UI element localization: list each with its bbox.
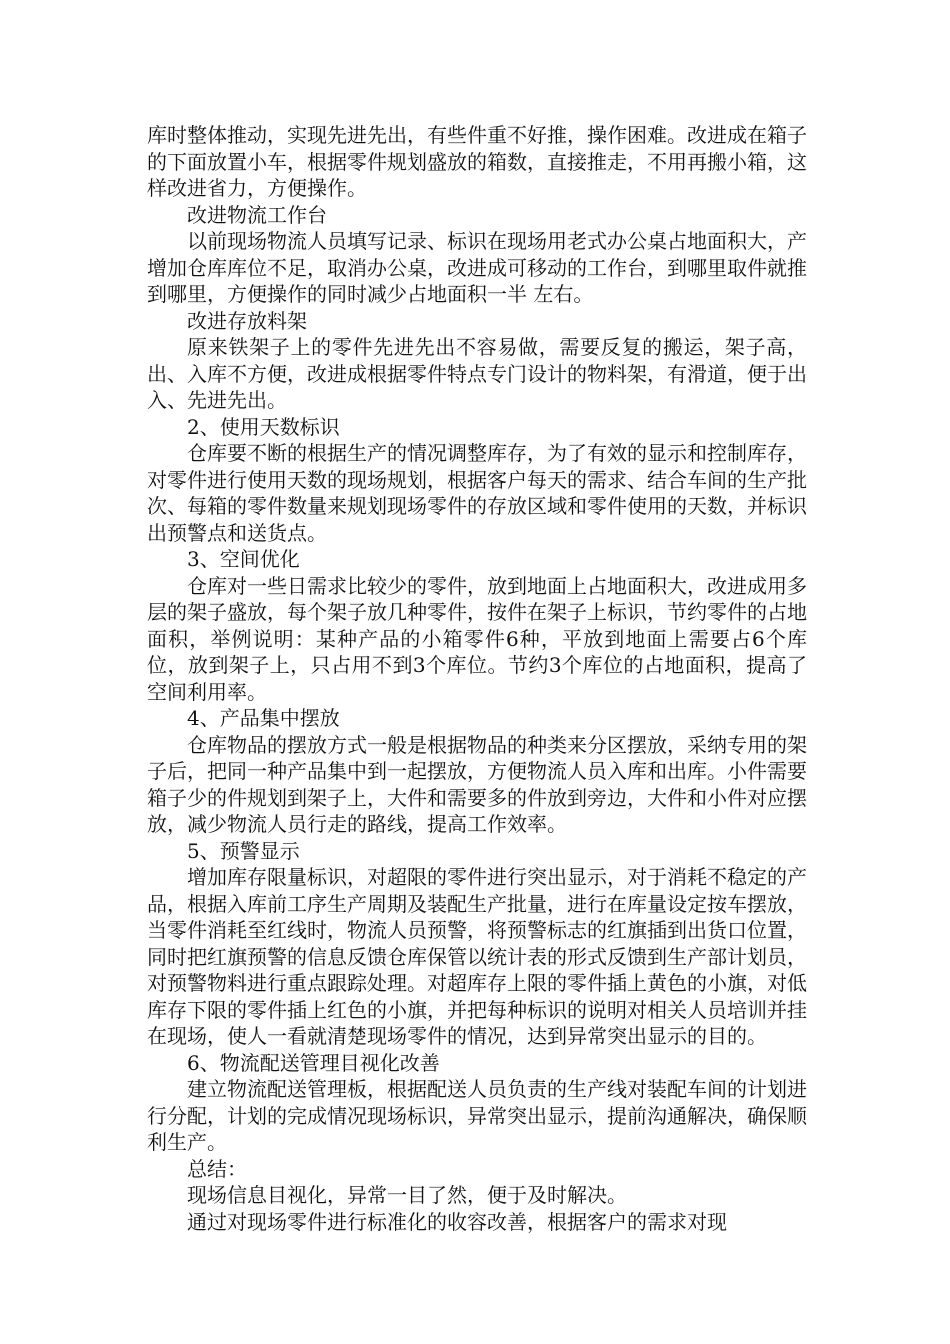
paragraph: 现场信息目视化，异常一目了然，便于及时解决。 [187,1183,627,1207]
section-heading: 改进存放料架 [187,308,307,333]
paragraph: 以前现场物流人员填写记录、标识在现场用老式办公桌占地面积大，产增加仓库库位不足，取消办公桌，改进成可移动的工作台，到哪里取件就推到哪里，方便操作的同时减少占地面积一半 左右。 [147,229,807,306]
section-heading: 3、空间优化 [187,547,300,571]
paragraph: 建立物流配送管理板，根据配送人员负责的生产线对装配车间的计划进行分配，计划的完成情况现场标识，异常突出显示，提前沟通解决，确保顺利生产。 [147,1077,807,1154]
paragraph: 增加库存限量标识，对超限的零件进行突出显示，对于消耗不稳定的产品，根据入库前工序生产周期及装配生产批量，进行在库量设定按车摆放，当零件消耗至红线时，物流人员预警，将预警标志的红旗插到出货口位置，同时把红旗预警的信息反馈仓库保管以统计表的形式反馈到生产部计划员，对预警物料进行重点跟踪处理。对超库存上限的零件插上黄色的小旗，对低库存下限的零件插上红色的小旗，并把每种标识的说明对相关人员培训并挂在现场，使人一看就清楚现场零件的情况，达到异常突出显示的目的。 [147,865,807,1048]
paragraph: 库时整体推动，实现先进先出，有些件重不好推，操作困难。改进成在箱子的下面放置小车，根据零件规划盛放的箱数，直接推走，不用再搬小箱，这样改进省力，方便操作。 [147,123,807,200]
paragraph: 原来铁架子上的零件先进先出不容易做，需要反复的搬运，架子高，出、入库不方便，改进成根据零件特点专门设计的物料架，有滑道，便于出入、先进先出。 [147,335,807,412]
paragraph: 仓库对一些日需求比较少的零件，放到地面上占地面积大，改进成用多层的架子盛放，每个架子放几种零件，按件在架子上标识，节约零件的占地面积，举例说明：某种产品的小箱零件6种，平放到地面上需要占6个库位，放到架子上，只占用不到3个库位。节约3个库位的占地面积，提高了空间利用率。 [147,573,807,704]
paragraph: 仓库要不断的根据生产的情况调整库存，为了有效的显示和控制库存，对零件进行使用天数的现场规划，根据客户每天的需求、结合车间的生产批次、每箱的零件数量来规划现场零件的存放区域和零件使用的天数，并标识出预警点和送货点。 [147,441,807,545]
summary-heading: 总结： [187,1156,247,1181]
section-heading: 5、预警显示 [187,838,300,863]
section-heading: 2、使用天数标识 [187,414,340,439]
section-heading: 4、产品集中摆放 [187,706,340,730]
document-body [147,122,807,1235]
section-heading: 改进物流工作台 [187,202,327,227]
paragraph: 通过对现场零件进行标准化的收容改善，根据客户的需求对现 [187,1209,727,1234]
section-heading: 6、物流配送管理目视化改善 [187,1050,440,1075]
paragraph: 仓库物品的摆放方式一般是根据物品的种类来分区摆放，采纳专用的架子后，把同一种产品集中到一起摆放，方便物流人员入库和出库。小件需要箱子少的件规划到架子上，大件和需要多的件放到旁边，大件和小件对应摆放，减少物流人员行走的路线，提高工作效率。 [147,732,807,836]
